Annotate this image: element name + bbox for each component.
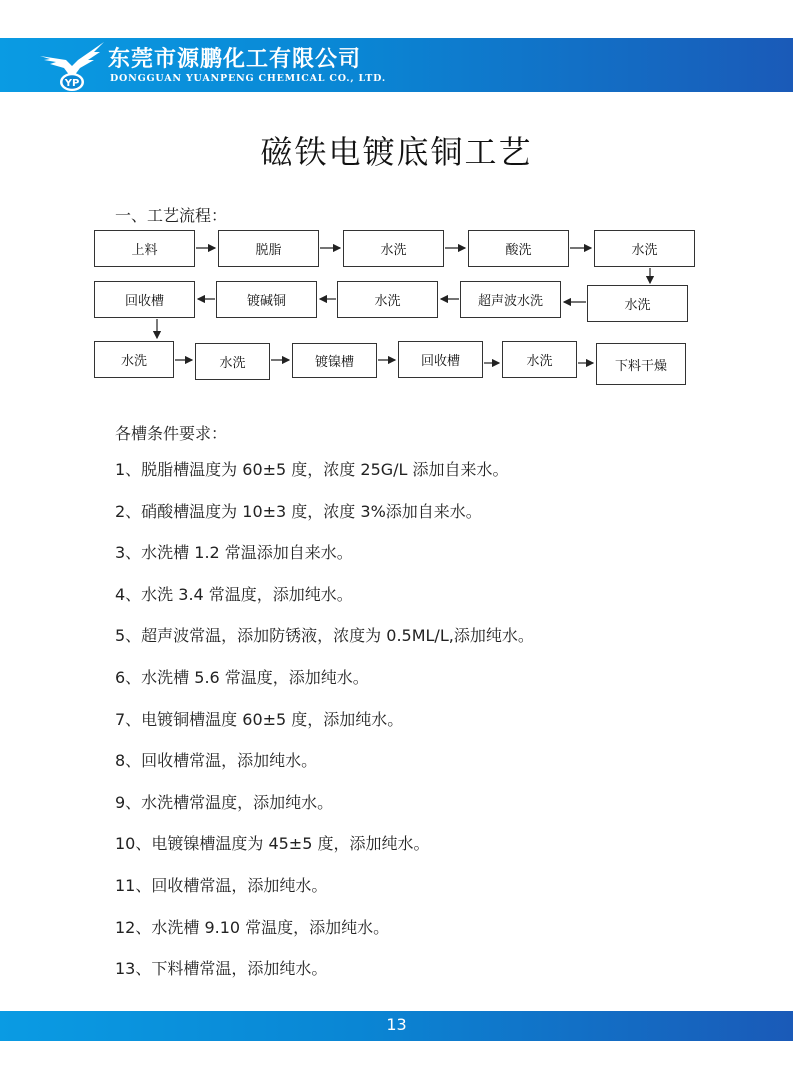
requirement-item: 12、水洗槽 9.10 常温度，添加纯水。 <box>115 917 390 937</box>
requirements-list <box>115 459 534 1000</box>
page-title: 磁铁电镀底铜工艺 <box>260 133 533 171</box>
flow-step: 水洗 <box>94 341 174 378</box>
company-name-cn: 东莞市源鹏化工有限公司 <box>108 46 362 72</box>
requirement-item: 10、电镀镍槽温度为 45±5 度，添加纯水。 <box>115 834 430 854</box>
process-section-label: 一、工艺流程： <box>115 206 228 225</box>
flow-step: 水洗 <box>337 281 438 318</box>
flow-step: 酸洗 <box>468 230 569 267</box>
eagle-logo-icon <box>38 38 106 94</box>
flow-step: 回收槽 <box>398 341 483 378</box>
logo-text: YP <box>64 78 80 89</box>
requirement-item: 6、水洗槽 5.6 常温度，添加纯水。 <box>115 667 369 687</box>
requirement-item: 4、水洗 3.4 常温度，添加纯水。 <box>115 584 353 604</box>
flow-step: 水洗 <box>343 230 444 267</box>
flow-step: 水洗 <box>502 341 577 378</box>
page-number: 13 <box>386 1015 407 1034</box>
requirement-item: 2、硝酸槽温度为 10±3 度，浓度 3%添加自来水。 <box>115 501 482 521</box>
requirement-item: 5、超声波常温，添加防锈液，浓度为 0.5ML/L,添加纯水。 <box>115 626 534 646</box>
requirement-item: 3、水洗槽 1.2 常温添加自来水。 <box>115 543 353 563</box>
requirements-title: 各槽条件要求： <box>115 424 228 443</box>
flow-step: 镀镍槽 <box>292 343 377 378</box>
flow-step: 回收槽 <box>94 281 195 318</box>
flow-step: 脱脂 <box>218 230 319 267</box>
requirement-item: 7、电镀铜槽温度 60±5 度，添加纯水。 <box>115 709 404 729</box>
flow-step: 水洗 <box>195 343 270 380</box>
company-name-en: DONGGUAN YUANPENG CHEMICAL CO., LTD. <box>110 73 386 84</box>
flow-step: 下料干燥 <box>596 343 686 385</box>
requirement-item: 9、水洗槽常温度，添加纯水。 <box>115 792 334 812</box>
flow-step: 超声波水洗 <box>460 281 561 318</box>
requirement-item: 13、下料槽常温，添加纯水。 <box>115 959 328 979</box>
flow-step: 上料 <box>94 230 195 267</box>
flow-step: 水洗 <box>587 285 688 322</box>
requirement-item: 11、回收槽常温，添加纯水。 <box>115 875 328 895</box>
requirement-item: 1、脱脂槽温度为 60±5 度，浓度 25G/L 添加自来水。 <box>115 460 509 479</box>
flow-step: 镀碱铜 <box>216 281 317 318</box>
requirement-item: 8、回收槽常温，添加纯水。 <box>115 751 318 771</box>
flow-step: 水洗 <box>594 230 695 267</box>
